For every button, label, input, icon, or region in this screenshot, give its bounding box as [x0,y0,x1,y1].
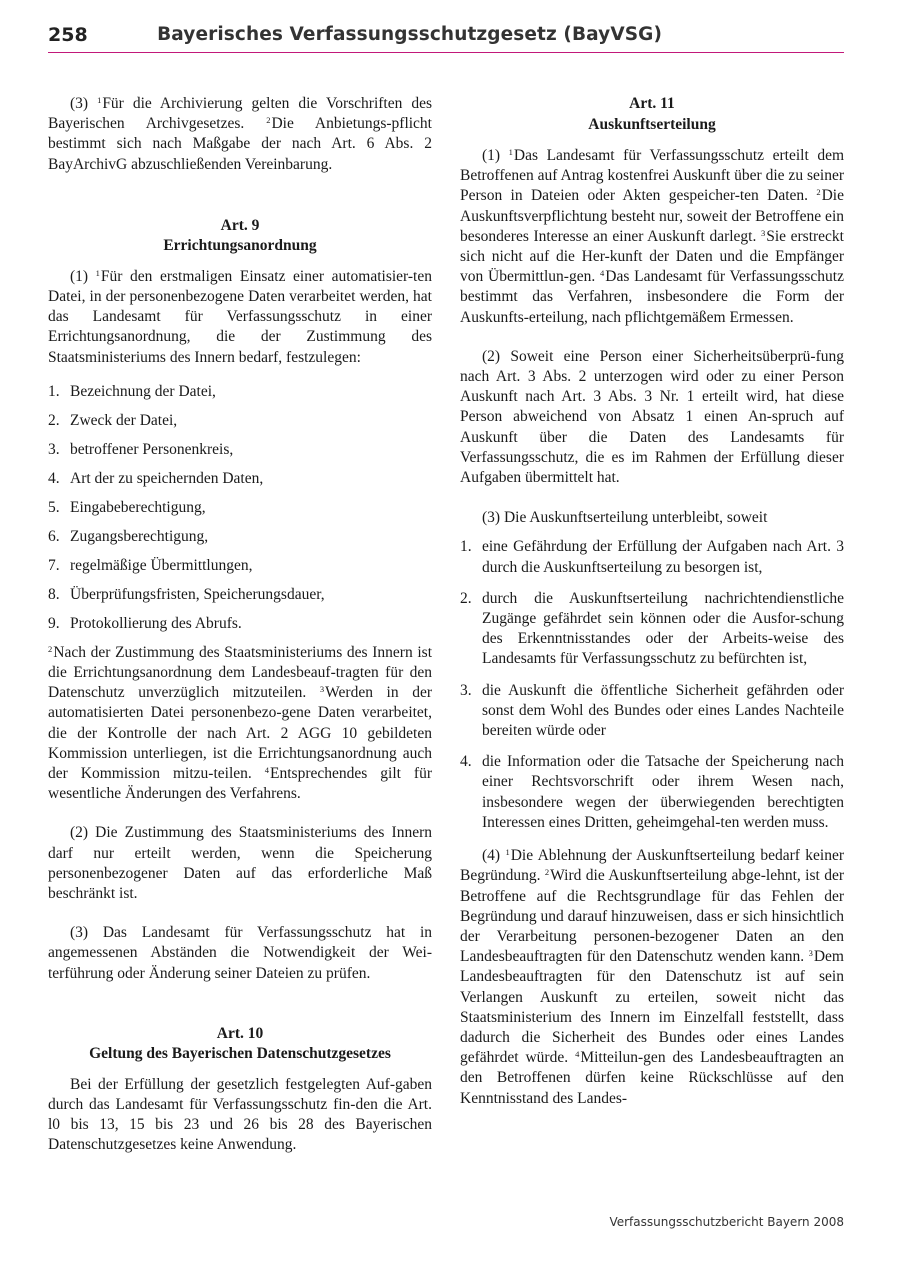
list-item: 4. die Information oder die Tatsache der Speicherung nach einer Rechtsvorschrift oder ihrem Wesen nach, insbesondere wegen der überwiegenden berechtigten Interessen eines Dritten, geheimgehal-ten werden muss. [460,753,844,831]
right-column [460,94,844,1109]
art9-number: Art. 9 [220,216,260,234]
left-column [48,94,432,1156]
list-item: 9. Protokollierung des Abrufs. [48,614,242,632]
art10-paragraph: Bei der Erfüllung der gesetzlich festgelegten Auf-gaben durch das Landesamt für Verfassungsschutz fin-den die Art. l0 bis 13, 15 bis 23 und 26 bis 28 des Bayerischen Datenschutzgesetzes keine Anwendung. [48,1075,432,1154]
list-item: 7. regelmäßige Übermittlungen, [48,556,253,574]
list-item: 5. Eingabeberechtigung, [48,498,206,516]
art10-heading [48,1024,432,1065]
art10-title: Geltung des Bayerischen Datenschutzgesetzes [89,1045,391,1063]
art11-heading [460,94,844,135]
list-item: 4. Art der zu speichernden Daten, [48,469,264,487]
page-header [48,18,844,53]
art9-paragraph-2: (2) Die Zustimmung des Staatsministeriums des Innern darf nur erteilt werden, wenn die Speicherung personenbezogener Daten auf das erforderliche Maß beschränkt ist. [48,824,432,903]
list-item: 8. Überprüfungsfristen, Speicherungsdauer, [48,585,325,603]
art11-list [460,537,844,833]
art10-number: Art. 10 [216,1024,264,1042]
page-footer: Verfassungsschutzbericht Bayern 2008 [609,1215,844,1229]
page-number: 258 [48,24,88,46]
art9-paragraph-1: (1) $^1$Für den erstmaligen Einsatz einer automatisier-ten Datei, in der personenbezogene Daten verarbeitet werden, hat das Landesamt für Verfassungsschutz in einer Errichtungsanordnung, die der Zustimmung des Staatsministeriums des Innern bedarf, festzulegen: [48,267,432,366]
list-item: 1. eine Gefährdung der Erfüllung der Aufgaben nach Art. 3 durch die Auskunftserteilung zu besorgen ist, [460,538,844,576]
art11-number: Art. 11 [629,95,675,112]
list-item: 2. Zweck der Datei, [48,411,178,429]
art9-heading [48,216,432,257]
art9-paragraph-3: (3) Das Landesamt für Verfassungsschutz hat in angemessenen Abständen die Notwendigkeit der Wei-terführung oder Änderung seiner Dateien zu prüfen. [48,924,432,982]
art9-list [48,382,432,634]
list-item: 1. Bezeichnung der Datei, [48,382,216,400]
art9-paragraph-1-continued: $^2$Nach der Zustimmung des Staatsministeriums des Innern ist die Errichtungsanordnung dem Landesbeauf-tragten für den Datenschutz unverzüglich mitzuteilen. $^3$Werden in der automatisierten Datei personenbezo-gene Daten verarbeitet, die der Kontrolle der nach Art. 2 AGG 10 gebildeten Kommission unterliegen, ist die Errichtungsanordnung auch der Kommission mitzu-teilen. $^4$Entsprechendes gilt für wesentliche Änderungen des Verfahrens. [48,643,433,803]
art9-title: Errichtungsanordnung [163,237,317,255]
list-item: 3. betroffener Personenkreis, [48,440,234,458]
running-title: Bayerisches Verfassungsschutzgesetz (BayVSG) [157,24,662,45]
list-item: 2. durch die Auskunftserteilung nachrichtendienstliche Zugänge gefährdet sein können oder die Ausfor-schung des Erkenntnisstandes oder der Arbeits-weise des Landesamts für Verfassungsschutz zu befürchten ist, [460,589,844,668]
art11-title: Auskunftserteilung [588,115,716,133]
art11-paragraph-4: (4) $^1$Die Ablehnung der Auskunftserteilung bedarf keiner Begründung. $^2$Wird die Auskunftserteilung abge-lehnt, ist der Betroffene auf die Rechtsgrundlage für das Fehlen der Begründung und darauf hinzuweisen, dass er sich hinsichtlich der Verarbeitung personen-bezogener Daten an den Landesbeauftragten für den Datenschutz wenden kann. $^3$Dem Landesbeauftragten für den Datenschutz ist auf sein Verlangen Auskunft zu erteilen, soweit nicht das Staatsministerium des Innern im Einzelfall feststellt, dass dadurch die Sicherheit des Bundes oder eines Landes gefährdet würde. $^4$Mitteilun-gen des Landesbeauftragten an den Betroffenen dürfen keine Rückschlüsse auf den Kenntnisstand des Landes- [460,847,845,1107]
art11-paragraph-2: (2) Soweit eine Person einer Sicherheitsüberprü-fung nach Art. 3 Abs. 2 unterzogen wird oder zu einer Person Auskunft nach Art. 3 Abs. 3 Nr. 1 erteilt wird, hat diese Person abweichend von Absatz 1 einen An-spruch auf Auskunft über die Daten des Landesamts für Verfassungsschutz, die es im Rahmen der Erfüllung dieser Aufgaben übermittelt hat. [460,347,844,487]
list-item: 3. die Auskunft die öffentliche Sicherheit gefährden oder sonst dem Wohl des Bundes oder eines Landes Nachteile bereiten würde oder [460,681,844,740]
art11-paragraph-1: (1) $^1$Das Landesamt für Verfassungsschutz erteilt dem Betroffenen auf Antrag kostenfrei Auskunft über die zu seiner Person in Dateien oder Akten gespeicher-ten Daten. $^2$Die Auskunftsverpflichtung besteht nur, soweit der Betroffene ein besonderes Interesse an einer Auskunft darlegt. $^3$Sie erstreckt sich nicht auf die Her-kunft der Daten und die Empfänger von Übermittlun-gen. $^4$Das Landesamt für Verfassungsschutz bestimmt das Verfahren, insbesondere die Form der Auskunfts-erteilung, nach pflichtgemäßem Ermessen. [460,147,845,326]
art8-paragraph-3: (3) $^1$Für die Archivierung gelten die Vorschriften des Bayerischen Archivgesetzes. $^2$Die Anbietungs-pflicht bestimmt sich nach Maßgabe der nach Art. 6 Abs. 2 BayArchivG abzuschließenden Vereinbarung. [48,95,432,173]
list-item: 6. Zugangsberechtigung, [48,527,209,545]
art11-paragraph-3: (3) Die Auskunftserteilung unterbleibt, soweit [482,509,768,527]
